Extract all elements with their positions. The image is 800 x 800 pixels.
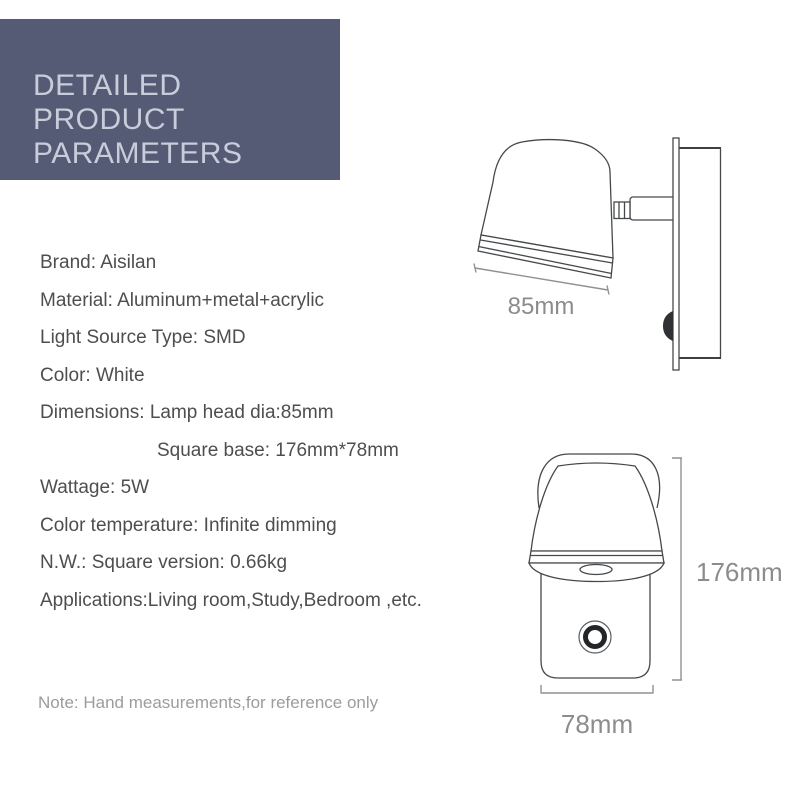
lamp-front-view-drawing <box>515 442 795 747</box>
wall-plate-side <box>663 138 721 370</box>
page-title-line1: DETAILED PRODUCT <box>33 69 185 136</box>
arm-collar <box>614 202 630 219</box>
spec-applications: Applications:Living room,Study,Bedroom ,etc. <box>40 589 422 611</box>
arm-cylinder <box>630 197 677 220</box>
plate-center-detail <box>580 565 612 575</box>
note-text: Note: Hand measurements,for reference only <box>38 693 379 712</box>
spec-material: Material: Aluminum+metal+acrylic <box>40 289 325 311</box>
spec-net-weight: N.W.: Square version: 0.66kg <box>40 552 288 573</box>
height-dimension <box>672 458 783 680</box>
base-width-dimension <box>541 685 653 739</box>
spec-color-temperature: Color temperature: Infinite dimming <box>40 514 337 536</box>
switch-knob-side <box>663 311 673 341</box>
spec-brand: Brand: Aisilan <box>40 252 157 273</box>
lamp-head-front <box>529 463 664 582</box>
base-width-label: 78mm <box>560 709 634 739</box>
spec-wattage: Wattage: 5W <box>40 477 150 498</box>
height-label: 176mm <box>696 557 783 587</box>
page-title-line2: PARAMETERS <box>33 137 243 170</box>
arm <box>614 197 677 220</box>
wall-plate-front-bar <box>673 138 679 370</box>
spec-square-base: Square base: 176mm*78mm <box>157 439 399 461</box>
head-diameter-label: 85mm <box>507 293 575 320</box>
lamp-side-view-drawing <box>450 115 740 380</box>
spec-list <box>40 244 480 619</box>
header-banner <box>0 19 340 180</box>
spec-dimensions: Dimensions: Lamp head dia:85mm <box>40 402 334 423</box>
spec-color: Color: White <box>40 364 145 386</box>
spec-light-source: Light Source Type: SMD <box>40 327 246 348</box>
lamp-head-side <box>478 140 613 278</box>
switch-knob-front <box>579 621 611 653</box>
